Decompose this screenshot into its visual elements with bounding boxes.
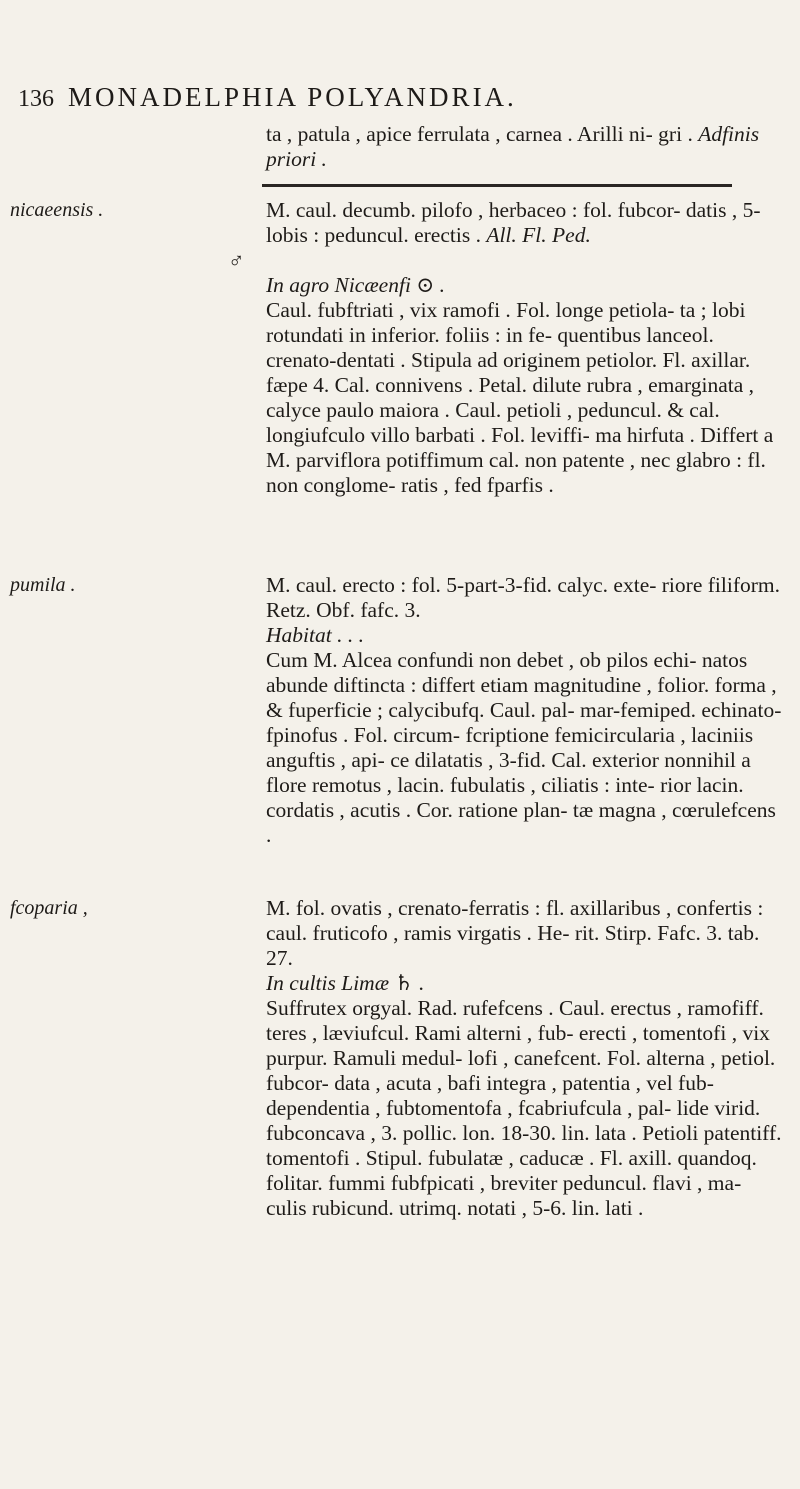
description-paragraph: Caul. fubftriati , vix ramofi . Fol. longe petiola- ta ; lobi rotundati in inferior. foliis : in fe- quentibus lanceol. crenato-dentati . Stipula ad originem petiolor. Fl. axillar. fæpe 4. Cal. connivens . Petal. dilute rubra , emarginata , calyce paulo maiora . Caul. petioli , peduncul. & cal. longiufculo villo barbati . Fol. leviffi- ma hirfuta . Differt a M. parviflora potiffimum cal. non patente , nec glabro : fl. non conglome- ratis , fed fparfis . xyxy=(266,298,774,497)
species-description xyxy=(266,273,786,498)
habitat-line: Habitat . . . xyxy=(266,623,364,647)
intro-reference: Adfinis priori . xyxy=(266,122,760,171)
page-title: MONADELPHIA POLYANDRIA. xyxy=(68,82,517,112)
species-diagnosis xyxy=(266,896,786,971)
habitat-line: In agro Nicæenfi ⊙ . xyxy=(266,273,446,297)
description-paragraph: Suffrutex orgyal. Rad. rufefcens . Caul. erectus , ramofiff. teres , læviufcul. Rami alterni , fub- erecti , tomentofi , vix purpur. Ramuli medul- lofi , canefcent. Fol. alterna , petiol. fubcor- data , acuta , bafi integra , patentia , vel fub- dependentia , fubtomentofa , fcabriufcula , pal- lide virid. fubconcava , 3. pollic. lon. 18-30. lin. lata . Petioli patentiff. tomentofi . Stipul. fubulatæ , caducæ . Fl. axill. quandoq. folitar. fummi fubfpicati , breviter peduncul. flavi , ma- culis rubicund. utrimq. notati , 5-6. lin. lati . xyxy=(266,996,782,1220)
species-diagnosis xyxy=(266,198,786,248)
species-diagnosis xyxy=(266,573,786,623)
diagnosis-text: M. fol. ovatis , crenato-ferratis : fl. axillaribus , confertis : caul. fruticofo , ramis virgatis . He- rit. Stirp. Fafc. 3. tab. 27. xyxy=(266,896,764,970)
species-name: pumila . xyxy=(10,574,76,596)
diagnosis-reference: All. Fl. Ped. xyxy=(486,223,591,247)
continuation-text xyxy=(266,122,786,172)
species-description xyxy=(266,971,786,1221)
page-number: 136 xyxy=(18,86,54,112)
intro-text: ta , patula , apice ferrulata , carnea . Arilli ni- gri . xyxy=(266,122,693,146)
running-head xyxy=(18,82,778,113)
species-description xyxy=(266,623,786,848)
description-paragraph: Cum M. Alcea confundi non debet , ob pilos echi- natos abunde diftincta : differt etiam magnitudine , folior. forma , & fuperficie ; calycibufq. Caul. pal- mar-femiped. echinato-fpinofus . Fol. circum- fcriptione femicircularia , laciniis anguftis , api- ce dilatatis , 3-fid. Cal. exterior nonnihil a flore remotus , lacin. fubulatis , ciliatis : inte- rior lacin. cordatis , acutis . Cor. ratione plan- tæ magna , cœrulefcens . xyxy=(266,648,782,847)
diagnosis-text: M. caul. decumb. pilofo , herbaceo : fol. fubcor- datis , 5-lobis : peduncul. erectis . xyxy=(266,198,761,247)
species-name: fcoparia , xyxy=(10,897,88,919)
species-name: nicaeensis . xyxy=(10,199,104,221)
entry-mark: ♂ xyxy=(228,248,245,273)
section-divider xyxy=(262,184,732,187)
habitat-line: In cultis Limæ ♄ . xyxy=(266,971,425,995)
diagnosis-text: M. caul. erecto : fol. 5-part-3-fid. calyc. exte- riore filiform. Retz. Obf. fafc. 3. xyxy=(266,573,780,622)
